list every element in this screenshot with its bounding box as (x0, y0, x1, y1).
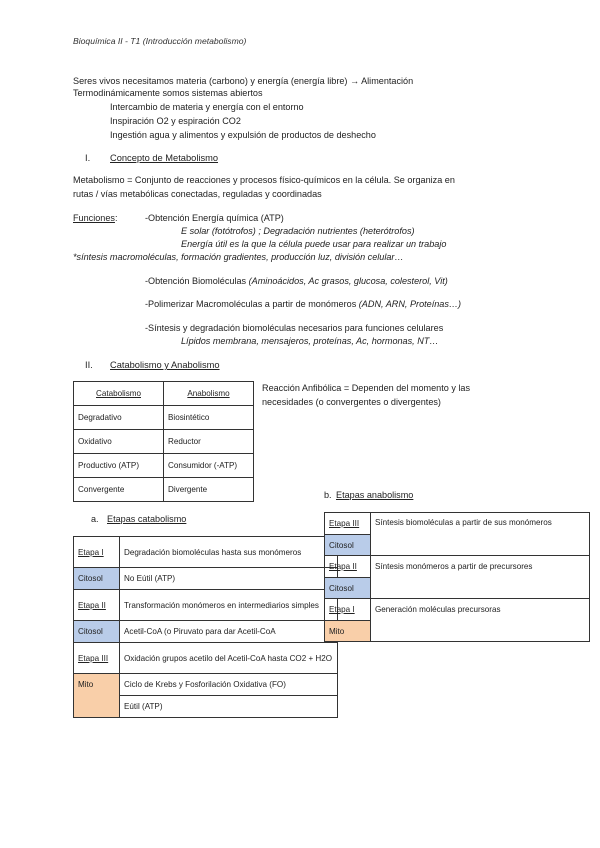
section-1-title: Concepto de Metabolismo (110, 153, 219, 163)
intro-item: Inspiración O2 y espiración CO2 (110, 116, 241, 126)
funciones-label: Funciones (73, 213, 115, 223)
mito-cell: Mito (325, 621, 371, 642)
table-row: Etapa I Generación moléculas precursoras (325, 599, 590, 621)
table-header: Anabolismo (164, 382, 254, 406)
table-row: Mito Ciclo de Krebs y Fosforilación Oxidativa (FO) (74, 674, 338, 696)
section-2-title: Catabolismo y Anabolismo (110, 360, 220, 370)
catabolism-stages-table (73, 536, 338, 718)
function-energy-detail: Energía útil es la que la célula puede usar para realizar un trabajo (181, 239, 447, 249)
table-row: Etapa III Oxidación grupos acetilo del Acetil-CoA hasta CO2 + H2O (74, 643, 338, 674)
funciones-heading (73, 212, 118, 225)
funciones-colon: : (114, 213, 118, 223)
table-row: Etapa II Transformación monómeros en intermediarios simples (74, 590, 338, 621)
definition-line-2: rutas / vías metabólicas conectadas, reguladas y coordinadas (73, 189, 322, 199)
catabolism-title: Etapas catabolismo (107, 514, 187, 524)
mito-cell: Mito (74, 674, 120, 718)
amphibolic-line-1: Reacción Anfibólica = Dependen del momento y las (262, 383, 471, 393)
function-biomolecules-main: -Obtención Biomoléculas (145, 276, 249, 286)
catabolism-anabolism-table (73, 381, 254, 502)
citosol-cell: Citosol (325, 578, 371, 599)
table-row: Citosol Acetil-CoA (o Piruvato para dar Acetil-CoA (74, 621, 338, 643)
citosol-cell: Citosol (325, 535, 371, 556)
table-row: Productivo (ATP) Consumidor (-ATP) (74, 454, 254, 478)
section-2-number: II. (85, 360, 93, 370)
function-biomolecules-examples: (Aminoácidos, Ac grasos, glucosa, colesterol, Vit) (248, 276, 448, 286)
function-polymerize-main: -Polimerizar Macromoléculas a partir de monómeros (145, 299, 359, 309)
function-biomolecules (145, 275, 448, 288)
function-energy-detail: E solar (fotótrofos) ; Degradación nutrientes (heterótrofos) (181, 226, 415, 236)
function-polymerize (145, 298, 461, 311)
section-1-number: I. (85, 153, 91, 163)
document-header: Bioquímica II - T1 (Introducción metabolismo) (73, 36, 247, 46)
table-row: Etapa I Degradación biomoléculas hasta sus monómeros (74, 537, 338, 568)
function-polymerize-examples: (ADN, ARN, Proteínas…) (358, 299, 462, 309)
anabolism-stages-table (324, 512, 590, 642)
intro-item: Intercambio de materia y energía con el entorno (110, 102, 304, 112)
function-synthesis-detail: Lípidos membrana, mensajeros, proteínas, Ac, hormonas, NT… (181, 336, 439, 346)
anabolism-title: Etapas anabolismo (336, 490, 414, 500)
function-synthesis: -Síntesis y degradación biomoléculas necesarios para funciones celulares (145, 323, 444, 333)
table-row: Etapa II Síntesis monómeros a partir de precursores (325, 556, 590, 578)
table-header: Catabolismo (74, 382, 164, 406)
anabolism-letter: b. (324, 490, 332, 500)
citosol-cell: Citosol (74, 621, 120, 643)
intro-line-1: Seres vivos necesitamos materia (carbono) y energía (energía libre) → Alimentación (73, 76, 414, 86)
table-row: Degradativo Biosintético (74, 406, 254, 430)
table-row: Oxidativo Reductor (74, 430, 254, 454)
table-row: Etapa III Síntesis biomoléculas a partir de sus monómeros (325, 513, 590, 535)
catabolism-letter: a. (91, 514, 99, 524)
function-energy: -Obtención Energía química (ATP) (145, 213, 284, 223)
citosol-cell: Citosol (74, 568, 120, 590)
amphibolic-line-2: necesidades (o convergentes o divergentes) (262, 397, 441, 407)
definition-line-1: Metabolismo = Conjunto de reacciones y procesos físico-químicos en la célula. Se organiza en (73, 175, 455, 185)
table-row: Citosol No Eútil (ATP) (74, 568, 338, 590)
table-row: Convergente Divergente (74, 478, 254, 502)
function-note: *síntesis macromoléculas, formación gradientes, producción luz, división celular… (73, 252, 404, 262)
intro-item: Ingestión agua y alimentos y expulsión de productos de deshecho (110, 130, 376, 140)
intro-line-2: Termodinámicamente somos sistemas abiertos (73, 88, 263, 98)
table-row: Eútil (ATP) (74, 696, 338, 718)
